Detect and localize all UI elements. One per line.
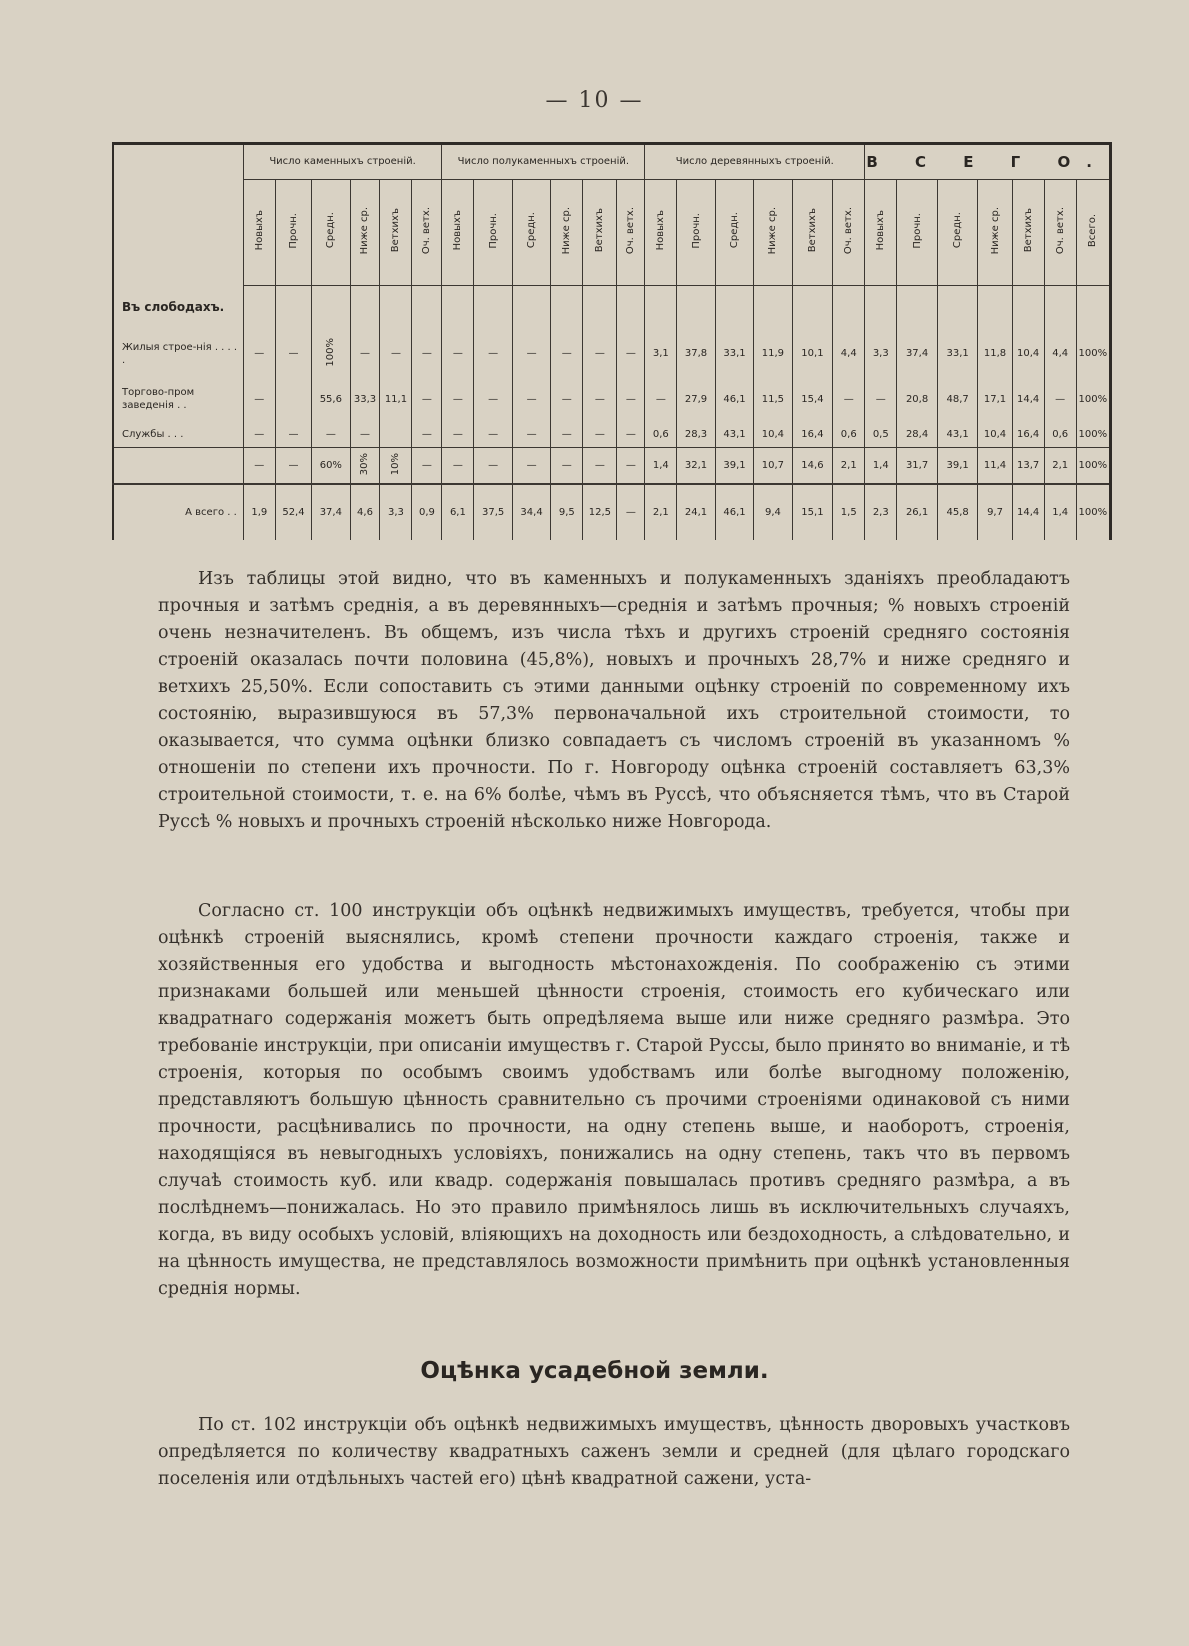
- row-label: А всего . .: [113, 484, 243, 540]
- table-cell: —: [617, 448, 645, 484]
- table-cell: 2,1: [833, 448, 865, 484]
- table-cell: 46,1: [715, 377, 753, 422]
- table-cell: 15,4: [792, 377, 833, 422]
- table-row: [113, 422, 1111, 448]
- table-cell: 13,7: [1012, 448, 1044, 484]
- table-cell: 1,9: [243, 484, 275, 540]
- table-cell: —: [1044, 377, 1076, 422]
- table-cell: —: [243, 377, 275, 422]
- table-cell: 0,9: [412, 484, 442, 540]
- table-cell: —: [551, 330, 583, 377]
- table-cell: 1,4: [865, 448, 897, 484]
- table-cell: 48,7: [937, 377, 978, 422]
- table-cell: 10,1: [792, 330, 833, 377]
- table-cell: —: [412, 330, 442, 377]
- table-row: [113, 377, 1111, 422]
- table-row: [113, 484, 1111, 540]
- row-label: [113, 448, 243, 484]
- table-cell: 52,4: [275, 484, 311, 540]
- subheader-cell: Новыхъ: [243, 180, 275, 285]
- table-cell: 9,7: [978, 484, 1012, 540]
- table-cell: 4,4: [1044, 330, 1076, 377]
- table-cell: [275, 377, 311, 422]
- subheader-cell: Средн.: [715, 180, 753, 285]
- table-cell: 17,1: [978, 377, 1012, 422]
- table-cell: [350, 448, 380, 484]
- table-cell: 11,8: [978, 330, 1012, 377]
- table-cell: —: [474, 330, 512, 377]
- table-cell: 100%: [1076, 484, 1110, 540]
- table-row-section: [113, 285, 1111, 330]
- table-cell: —: [833, 377, 865, 422]
- subheader-cell: Оч. ветх.: [1044, 180, 1076, 285]
- table-cell: —: [442, 330, 474, 377]
- table-cell: 0,6: [645, 422, 677, 448]
- table-cell: 0,5: [865, 422, 897, 448]
- table-cell: 100%: [1076, 330, 1110, 377]
- table-cell: —: [512, 330, 550, 377]
- subheader-cell: Прочн.: [275, 180, 311, 285]
- table-cell: —: [442, 448, 474, 484]
- table-cell: —: [412, 448, 442, 484]
- table-cell: 33,1: [715, 330, 753, 377]
- paragraph-3: По ст. 102 инструкціи объ оцѣнкѣ недвижимыхъ имуществъ, цѣнность дворовыхъ участковъ опредѣляется по количеству квадратныхъ саженъ земли и средней (для цѣлаго городскаго поселенія или отдѣльныхъ частей его) цѣнѣ квадратной сажени, уста-: [158, 1415, 1070, 1489]
- table-cell: 4,4: [833, 330, 865, 377]
- table-cell: 39,1: [937, 448, 978, 484]
- table-cell: 37,4: [897, 330, 938, 377]
- row-label: Торгово-пром заведенія . .: [113, 377, 243, 422]
- table-cell: 27,9: [677, 377, 715, 422]
- table-cell: —: [412, 422, 442, 448]
- paragraph-2: Согласно ст. 100 инструкціи объ оцѣнкѣ недвижимыхъ имуществъ, требуется, чтобы при оцѣнкѣ строеній выяснялись, кромѣ степени прочности каждаго строенія, также и хозяйственныя его удобства и выгодность мѣстонахожденія. По соображенію съ этими признаками большей или меньшей цѣнности строенія, стоимость его кубическаго или квадратнаго содержанія можетъ быть опредѣляема выше или ниже средняго размѣра. Это требованіе инструкціи, при описаніи имуществъ г. Старой Руссы, было принято во вниманіе, и тѣ строенія, которыя по особымъ своимъ удобствамъ или болѣе выгодному положенію, представляютъ большую цѣнность сравнительно съ прочими строеніями одинаковой съ ними прочности, расцѣнивались по прочности, на одну степень выше, и наоборотъ, строенія, находящіяся въ невыгодныхъ условіяхъ, понижались на одну степень, такъ что въ первомъ случаѣ стоимость куб. или квадр. содержанія повышалась противъ средняго размѣра, а въ послѣднемъ—понижалась. Но это правило примѣнялось лишь въ исключительныхъ случаяхъ, когда, въ виду особыхъ условій, вліяющихъ на доходность или бездоходность, а слѣдовательно, и на цѣнность имущества, не представлялось возможности примѣнить при оцѣнкѣ установленныя среднія нормы.: [158, 901, 1070, 1299]
- table-cell: —: [583, 377, 617, 422]
- table-cell: —: [243, 330, 275, 377]
- table-cell: 11,4: [978, 448, 1012, 484]
- subheader-cell: Оч. ветх.: [617, 180, 645, 285]
- table-cell: 3,1: [645, 330, 677, 377]
- table-cell: —: [551, 422, 583, 448]
- subheader-cell: Оч. ветх.: [833, 180, 865, 285]
- table-cell: 16,4: [1012, 422, 1044, 448]
- table-cell: 10,4: [1012, 330, 1044, 377]
- table-cell: 1,4: [1044, 484, 1076, 540]
- table-cell: —: [512, 377, 550, 422]
- table-cell: 3,3: [380, 484, 412, 540]
- table-row: [113, 448, 1111, 484]
- subheader-cell: Ветхихъ: [583, 180, 617, 285]
- table-cell: 28,4: [897, 422, 938, 448]
- table-cell: [380, 448, 412, 484]
- table-cell: 4,6: [350, 484, 380, 540]
- table-cell: 34,4: [512, 484, 550, 540]
- table-cell: —: [275, 448, 311, 484]
- table-cell: 33,1: [937, 330, 978, 377]
- table-cell: —: [474, 448, 512, 484]
- table-cell: 43,1: [937, 422, 978, 448]
- group-header-stone: Число каменныхъ строеній.: [243, 144, 442, 180]
- table-cell: 2,1: [1044, 448, 1076, 484]
- table-cell: —: [865, 377, 897, 422]
- table-corner: [113, 144, 243, 286]
- table-cell: —: [645, 377, 677, 422]
- table-cell: —: [512, 422, 550, 448]
- table-cell: 24,1: [677, 484, 715, 540]
- subheader-cell: Оч. ветх.: [412, 180, 442, 285]
- subheader-cell: Прочн.: [474, 180, 512, 285]
- table-cell: 14,4: [1012, 484, 1044, 540]
- table-cell: 10,4: [978, 422, 1012, 448]
- table-cell: 37,5: [474, 484, 512, 540]
- table-cell: —: [583, 330, 617, 377]
- table-cell: 32,1: [677, 448, 715, 484]
- table-cell: —: [275, 422, 311, 448]
- subheader-cell: Ниже ср.: [978, 180, 1012, 285]
- group-header-halfstone: Число полукаменныхъ строеній.: [442, 144, 645, 180]
- table-cell: 10,7: [754, 448, 792, 484]
- table-cell: 12,5: [583, 484, 617, 540]
- table-cell: 0,6: [1044, 422, 1076, 448]
- buildings-condition-table: [112, 142, 1112, 540]
- table-cell: —: [617, 422, 645, 448]
- table-cell: 0,6: [833, 422, 865, 448]
- section-title: Оцѣнка усадебной земли.: [420, 1358, 769, 1384]
- table-cell: —: [512, 448, 550, 484]
- table-cell: 33,3: [350, 377, 380, 422]
- table-cell: 15,1: [792, 484, 833, 540]
- table-cell: 39,1: [715, 448, 753, 484]
- table-cell: 100%: [1076, 377, 1110, 422]
- table-cell: —: [412, 377, 442, 422]
- subheader-cell: Ниже ср.: [754, 180, 792, 285]
- table-cell: 1,4: [645, 448, 677, 484]
- table-cell: 46,1: [715, 484, 753, 540]
- table-cell: —: [442, 377, 474, 422]
- table-cell: 100%: [1076, 448, 1110, 484]
- table-cell: 55,6: [312, 377, 350, 422]
- table-cell: 9,4: [754, 484, 792, 540]
- group-header-total: В С Е Г О.: [865, 144, 1111, 180]
- subheader-cell: Средн.: [312, 180, 350, 285]
- table-cell: 11,1: [380, 377, 412, 422]
- table-cell: —: [617, 484, 645, 540]
- subheader-cell: Ниже ср.: [350, 180, 380, 285]
- table-cell: —: [312, 422, 350, 448]
- table-cell: —: [474, 422, 512, 448]
- table-cell-value: 100%: [325, 337, 337, 367]
- table-cell: —: [380, 330, 412, 377]
- table-cell: —: [350, 330, 380, 377]
- table-cell: 11,9: [754, 330, 792, 377]
- table-cell: [380, 422, 412, 448]
- table-cell: —: [474, 377, 512, 422]
- table-cell: —: [243, 422, 275, 448]
- subheader-cell: Ветхихъ: [380, 180, 412, 285]
- table-cell: 16,4: [792, 422, 833, 448]
- table-cell: 31,7: [897, 448, 938, 484]
- table-cell: —: [243, 448, 275, 484]
- row-label: Службы . . .: [113, 422, 243, 448]
- group-header-wooden: Число деревянныхъ строеній.: [645, 144, 865, 180]
- subheader-cell: Прочн.: [897, 180, 938, 285]
- subheader-cell: Средн.: [937, 180, 978, 285]
- row-label: Жилыя строе-нія . . . . .: [113, 330, 243, 377]
- table-row: [113, 330, 1111, 377]
- table-cell: 3,3: [865, 330, 897, 377]
- subheader-cell: Ниже ср.: [551, 180, 583, 285]
- table-cell: 28,3: [677, 422, 715, 448]
- table-cell: —: [551, 377, 583, 422]
- table-cell: 45,8: [937, 484, 978, 540]
- table-cell: 6,1: [442, 484, 474, 540]
- subheader-cell: Всего.: [1076, 180, 1110, 285]
- subheader-cell: Новыхъ: [645, 180, 677, 285]
- table-cell: —: [583, 448, 617, 484]
- subheader-cell: Ветхихъ: [1012, 180, 1044, 285]
- table-cell: —: [442, 422, 474, 448]
- table-cell: 1,5: [833, 484, 865, 540]
- paragraph-1: Изъ таблицы этой видно, что въ каменныхъ и полукаменныхъ зданіяхъ преобладаютъ прочныя и затѣмъ среднія, а въ деревянныхъ—среднія и затѣмъ прочныя; % новыхъ строеній очень незначителенъ. Въ общемъ, изъ числа тѣхъ и другихъ строеній средняго состоянія строеній оказалась почти половина (45,8%), новыхъ и прочныхъ 28,7% и ниже средняго и ветхихъ 25,50%. Если сопоставить съ этими данными оцѣнку строеній по современному ихъ состоянію, выразившуюся въ 57,3% первоначальной ихъ строительной стоимости, то оказывается, что сумма оцѣнки близко совпадаетъ съ числомъ строеній въ указанномъ % отношеніи по степени ихъ прочности. По г. Новгороду оцѣнка строеній составляетъ 63,3% строительной стоимости, т. е. на 6% болѣе, чѣмъ въ Руссѣ, что объясняется тѣмъ, что въ Старой Руссѣ % новыхъ и прочныхъ строеній нѣсколько ниже Новгорода.: [158, 569, 1070, 832]
- table-cell: 26,1: [897, 484, 938, 540]
- page-number: — 10 —: [545, 88, 644, 113]
- table-cell: 2,1: [645, 484, 677, 540]
- table-cell: 11,5: [754, 377, 792, 422]
- table-cell: 2,3: [865, 484, 897, 540]
- table-cell: 20,8: [897, 377, 938, 422]
- table-cell: 9,5: [551, 484, 583, 540]
- row-label-slobody: Въ слободахъ.: [113, 285, 243, 330]
- table-cell: 14,6: [792, 448, 833, 484]
- subheader-cell: Ветхихъ: [792, 180, 833, 285]
- table-cell: —: [583, 422, 617, 448]
- table-cell: 37,4: [312, 484, 350, 540]
- subheader-cell: Новыхъ: [865, 180, 897, 285]
- table-cell: 10,4: [754, 422, 792, 448]
- table-cell: 43,1: [715, 422, 753, 448]
- table-cell: 60%: [312, 448, 350, 484]
- table-cell-value: 10%: [390, 452, 402, 476]
- subheader-cell: Средн.: [512, 180, 550, 285]
- table-cell: [312, 330, 350, 377]
- table-cell: —: [617, 377, 645, 422]
- table-cell: —: [617, 330, 645, 377]
- table-cell: —: [551, 448, 583, 484]
- table-cell: —: [350, 422, 380, 448]
- table-cell: —: [275, 330, 311, 377]
- table-cell: 37,8: [677, 330, 715, 377]
- table-cell-value: 30%: [359, 452, 371, 476]
- subheader-cell: Новыхъ: [442, 180, 474, 285]
- table-cell: 14,4: [1012, 377, 1044, 422]
- subheader-cell: Прочн.: [677, 180, 715, 285]
- table-cell: 100%: [1076, 422, 1110, 448]
